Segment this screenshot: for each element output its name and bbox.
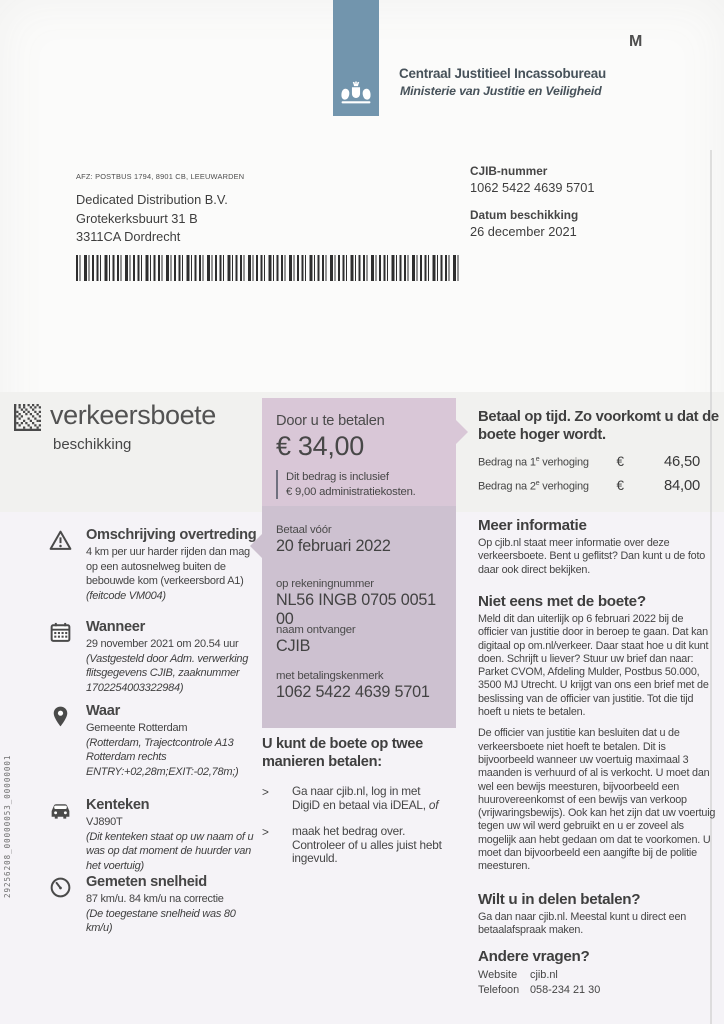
late-payment-title: Betaal op tijd. Zo voorkomt u dat de boete hoger wordt. — [478, 409, 719, 443]
admin-costs-note: Dit bedrag is inclusief € 9,00 administratiekosten. — [276, 470, 444, 499]
section-more-info: Meer informatie Op cjib.nl staat meer informatie over deze verkeersboete. Bent u geflitst? Dan kunt u de foto daar ook direct bekijken. — [478, 517, 706, 576]
account-label: op rekeningnummer — [276, 578, 374, 590]
contact-phone: Telefoon 058-234 21 30 — [478, 983, 601, 996]
bullet-chevron: > — [262, 785, 269, 799]
account-value: NL56 INGB 0705 0051 00 — [276, 591, 436, 628]
pay-method-item: > Ga naar cjib.nl, log in met DigiD en betaal via iDEAL, of — [262, 784, 439, 812]
document-title: verkeersboete — [50, 400, 216, 430]
increase-amount-2: 84,00 — [663, 478, 700, 494]
increase-row-2: Bedrag na 2e verhoging € 84,00 — [478, 478, 700, 494]
recipient-label: naam ontvanger — [276, 624, 356, 636]
section-when: Wanneer 29 november 2021 om 20.54 uur (Vastgesteld door Adm. verwerking flitsgegevens CJIB, zaaknummer 1702254003322984) — [48, 619, 262, 695]
pay-methods-title: U kunt de boete op twee manieren betalen: — [262, 736, 423, 770]
section-disagree: Niet eens met de boete? Meld dit dan uiterlijk op 6 februari 2022 bij de officier van justitie door in beroep te gaan. Dat kan digitaal op om.nl/verkeer. Daar staat hoe u dit kunt doen. Schrijft u liever? Stuur uw brief dan naar: Parket CVOM, Afdeling Mulder, Postbus 50.000, 3500 MJ Utrecht. U krijgt van ons een brief met de beslissing van de officier van justitie. Tot die tijd hoeft u niets te betalen. De officier van justitie kan besluiten dat u de verkeersboete niet hoeft te betalen. Dit is bijvoorbeeld wanneer uw voertuig maximaal 3 maanden is verhuurd of al is verkocht. U moet dan wel een bewijs meesturen, bijvoorbeeld een huurovereenkomst of een bewijs van verkoop (vrijwaringsbewijs). Ook kan het zijn dat uw voertuig tegen uw wil werd gebruikt en u er zoveel als mogelijk aan hebt gedaan om dat te voorkomen. U moet dan bijvoorbeeld een aangifte bij de politie meesturen. — [478, 593, 716, 873]
org-subtitle: Ministerie van Justitie en Veiligheid — [400, 84, 602, 98]
increase-row-1: Bedrag na 1e verhoging € 46,50 — [478, 454, 700, 470]
pay-before-value: 20 februari 2022 — [276, 537, 391, 555]
barcode — [76, 255, 460, 281]
contact-website: Website cjib.nl — [478, 969, 558, 981]
print-reference-code: 29256208_00000053_00000001 — [3, 754, 12, 898]
amount-due-box — [262, 398, 456, 506]
mail-mark: M — [629, 33, 643, 50]
recipient-address — [76, 191, 228, 247]
section-measured-speed: Gemeten snelheid 87 km/u. 84 km/u na correctie (De toegestane snelheid was 80 km/u) — [48, 874, 262, 936]
letter-meta — [470, 164, 595, 239]
pay-detail — [276, 524, 452, 556]
amount-due-value: € 34,00 — [276, 431, 364, 461]
section-other-questions: Andere vragen? Website cjib.nl Telefoon 058-234 21 30 — [478, 948, 716, 997]
amount-due-label: Door u te betalen — [276, 413, 385, 429]
decision-date-label: Datum beschikking — [470, 208, 579, 222]
org-name: Centraal Justitieel Incassobureau — [399, 66, 606, 81]
recipient-name: Dedicated Distribution B.V. — [76, 192, 228, 207]
late-payment-block — [478, 408, 720, 499]
recipient-street: Grotekerksbuurt 31 B — [76, 210, 198, 226]
decision-date-value: 26 december 2021 — [470, 224, 577, 239]
section-installments: Wilt u in delen betalen? Ga dan naar cjib.nl. Meestal kunt u direct een betaalafspraak maken. — [478, 891, 687, 937]
document-subtitle: beschikking — [53, 436, 132, 453]
reference-label: met betalingskenmerk — [276, 670, 384, 682]
return-address: AFZ: POSTBUS 1794, 8901 CB, LEEUWARDEN — [76, 172, 245, 181]
recipient-city: 3311CA Dordrecht — [76, 229, 181, 244]
section-where: Waar Gemeente Rotterdam (Rotterdam, Trajectcontrole A13 Rotterdam rechts ENTRY:+02,28m;EXIT:-02,78m;) — [48, 703, 262, 779]
pay-detail — [276, 670, 452, 702]
bullet-chevron: > — [262, 825, 269, 840]
cjib-number-label: CJIB-nummer — [470, 164, 548, 178]
rijksoverheid-banner — [333, 0, 379, 116]
section-violation-description: Omschrijving overtreding 4 km per uur harder rijden dan mag op een autosnelweg buiten de bebouwde kom (verkeersbord A1) (feitcode VM004) — [48, 527, 262, 603]
calendar-icon — [48, 620, 73, 645]
rijksoverheid-logo-icon — [338, 81, 374, 107]
pay-detail — [276, 578, 452, 629]
section-license-plate: Kenteken VJ890T (Dit kenteken staat op uw naam of u was op dat moment de huurder van het voertuig) — [48, 797, 262, 873]
pay-method-item: > maak het bedrag over. Controleer of u alles juist hebt ingevuld. — [262, 824, 442, 866]
cjib-number-value: 1062 5422 4639 5701 — [470, 180, 595, 195]
pay-before-label: Betaal vóór — [276, 524, 332, 536]
euro-sign: € — [616, 454, 624, 469]
speedometer-icon — [48, 875, 73, 900]
recipient-value: CJIB — [276, 637, 311, 655]
warning-icon — [48, 528, 73, 553]
euro-sign: € — [616, 478, 624, 493]
pay-detail — [276, 624, 452, 656]
increase-amount-1: 46,50 — [663, 454, 700, 470]
datamatrix-code — [14, 404, 41, 431]
location-icon — [48, 704, 73, 729]
reference-value: 1062 5422 4639 5701 — [276, 683, 430, 701]
pay-methods — [262, 736, 448, 879]
car-icon — [48, 798, 73, 823]
